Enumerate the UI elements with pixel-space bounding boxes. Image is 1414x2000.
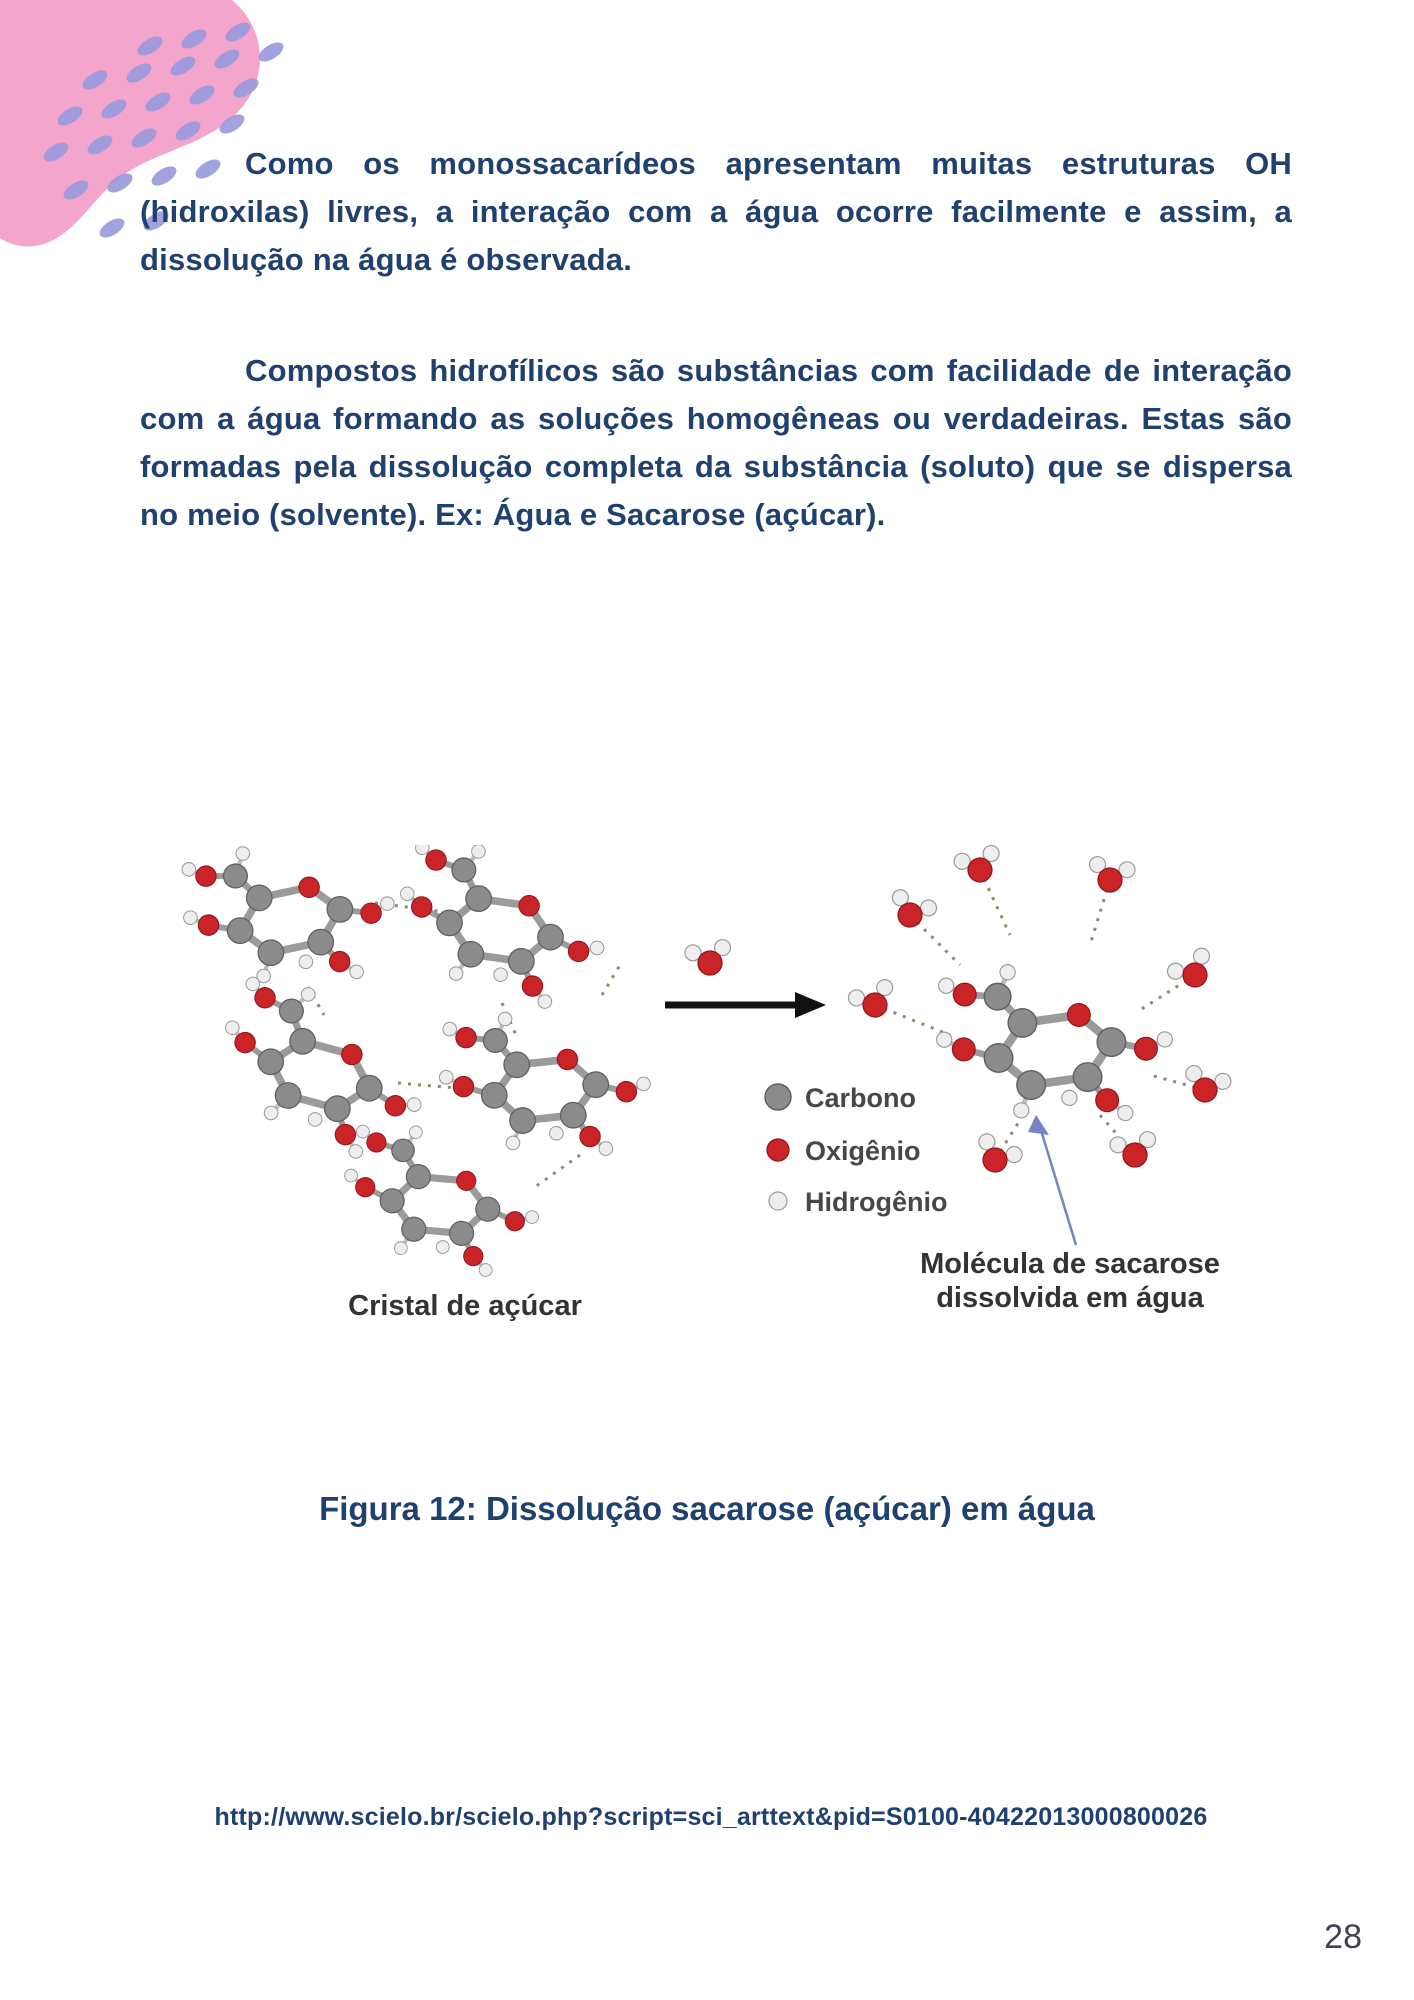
figure-dissolution-diagram <box>150 845 1250 1345</box>
svg-text:Molécula de sacarose: Molécula de sacarose <box>920 1248 1220 1280</box>
figure-legend <box>765 1083 948 1217</box>
free-water-molecule <box>684 938 735 978</box>
paragraph-monosaccharides: Como os monossacarídeos apresentam muitas estruturas OH (hidroxilas) livres, a interação com a água ocorre facilmente e assim, a dissolução na água é observada. <box>140 146 1292 277</box>
figure-caption: Figura 12: Dissolução sacarose (açúcar) em água <box>319 1490 1095 1527</box>
source-url: http://www.scielo.br/scielo.php?script=sci_arttext&pid=S0100-40422013000800026 <box>214 1803 1208 1831</box>
pointer-arrow <box>1028 1115 1076 1245</box>
paragraph-hydrophilic: Compostos hidrofílicos são substâncias com facilidade de interação com a água formando as soluções homogêneas ou verdadeiras. Estas são formadas pela dissolução completa da substância (soluto) que se dispersa no meio (solvente). Ex: Água e Sacarose (açúcar). <box>140 353 1292 532</box>
reaction-arrow <box>665 992 826 1018</box>
svg-text:dissolvida em água: dissolvida em água <box>936 1282 1204 1314</box>
page-number: 28 <box>1324 1918 1362 1956</box>
dissolved-label <box>920 1248 1220 1314</box>
legend-hydrogen-label: Hidrogênio <box>805 1187 948 1217</box>
legend-oxygen-label: Oxigênio <box>805 1136 921 1166</box>
legend-carbon-swatch <box>765 1084 791 1110</box>
legend-oxygen-swatch <box>767 1139 789 1161</box>
sugar-crystal-cluster <box>172 845 658 1281</box>
legend-hydrogen-swatch <box>769 1192 787 1210</box>
crystal-label: Cristal de açúcar <box>348 1290 582 1322</box>
legend-carbon-label: Carbono <box>805 1083 916 1113</box>
